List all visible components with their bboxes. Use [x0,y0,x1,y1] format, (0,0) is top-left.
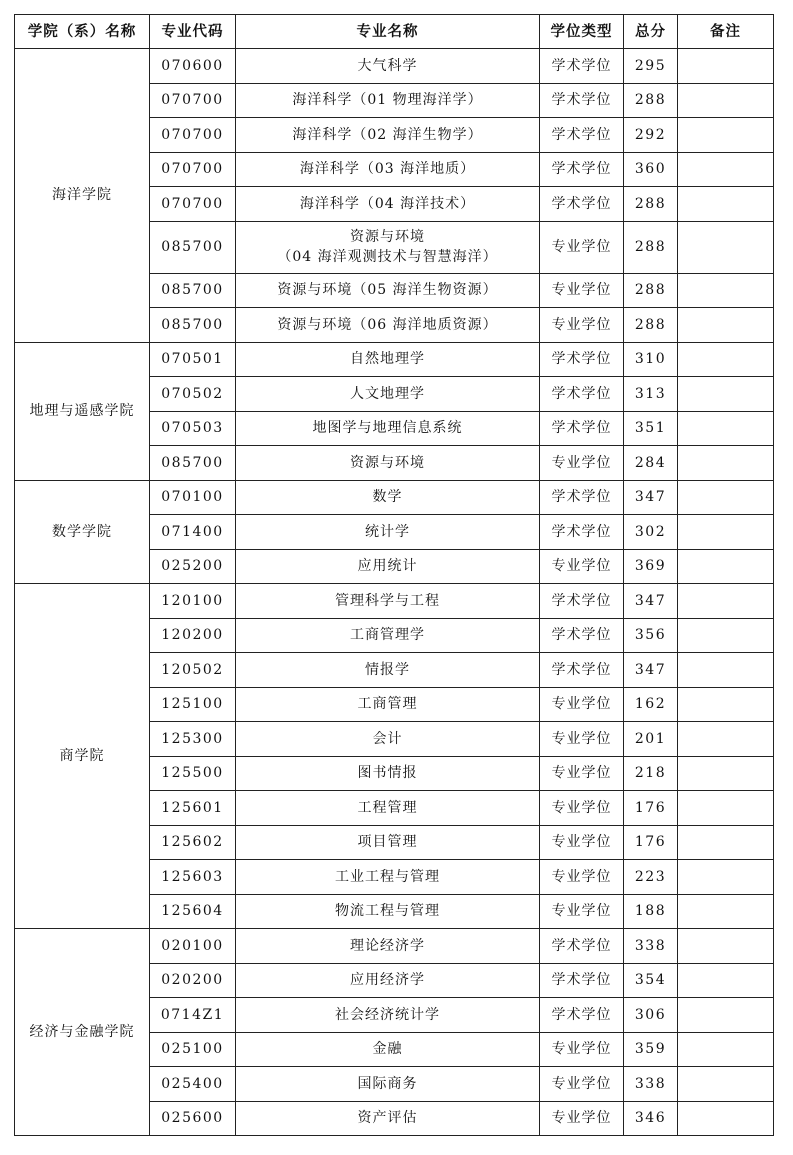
major-name-line: 图书情报 [357,765,418,782]
total-score-cell: 218 [624,756,678,791]
degree-type-cell: 专业学位 [540,308,624,343]
major-name-cell [236,515,540,550]
major-name-cell [236,152,540,187]
major-name-line: 情报学 [365,661,410,678]
major-name-cell [236,1101,540,1136]
total-score-cell: 188 [624,894,678,929]
note-cell [678,860,774,895]
major-name-line: 工程管理 [357,799,418,816]
major-name-line: 工商管理 [357,696,418,713]
major-name-line: 管理科学与工程 [335,592,440,609]
total-score-cell: 284 [624,446,678,481]
major-name-cell [236,894,540,929]
major-name-line: 资源与环境（06 海洋地质资源） [277,316,498,333]
total-score-cell: 359 [624,1032,678,1067]
total-score-cell: 351 [624,411,678,446]
note-cell [678,446,774,481]
degree-type-cell: 学术学位 [540,187,624,222]
table-row [15,929,774,964]
major-name-cell [236,377,540,412]
major-code-cell: 125500 [150,756,236,791]
degree-type-cell: 专业学位 [540,860,624,895]
note-cell [678,480,774,515]
major-name-line: 金融 [372,1041,403,1058]
note-cell [678,584,774,619]
degree-type-cell: 学术学位 [540,342,624,377]
major-name-cell [236,480,540,515]
major-name-cell [236,756,540,791]
total-score-cell: 310 [624,342,678,377]
major-code-cell: 125300 [150,722,236,757]
degree-type-cell: 学术学位 [540,929,624,964]
major-code-cell: 025600 [150,1101,236,1136]
note-cell [678,152,774,187]
header-major-name: 专业名称 [236,15,540,49]
degree-type-cell: 学术学位 [540,118,624,153]
major-name-cell [236,687,540,722]
college-name-cell: 数学学院 [15,480,150,584]
degree-type-cell: 专业学位 [540,273,624,308]
total-score-cell: 295 [624,49,678,84]
major-name-line: 资产评估 [357,1110,418,1127]
major-name-cell [236,722,540,757]
total-score-cell: 360 [624,152,678,187]
table-row [15,584,774,619]
degree-type-cell: 学术学位 [540,618,624,653]
degree-type-cell: 专业学位 [540,722,624,757]
major-name-cell [236,446,540,481]
header-college: 学院（系）名称 [15,15,150,49]
note-cell [678,83,774,118]
major-name-line: 人文地理学 [350,385,425,402]
major-code-cell: 070700 [150,118,236,153]
note-cell [678,618,774,653]
total-score-cell: 347 [624,480,678,515]
degree-type-cell: 学术学位 [540,377,624,412]
total-score-cell: 201 [624,722,678,757]
major-name-line: 海洋科学（01 物理海洋学） [292,92,483,109]
major-name-cell [236,825,540,860]
major-name-line: 统计学 [365,523,410,540]
major-name-cell [236,1032,540,1067]
major-code-cell: 070503 [150,411,236,446]
degree-type-cell: 学术学位 [540,998,624,1033]
college-name-cell: 经济与金融学院 [15,929,150,1136]
major-name-line: 工商管理学 [350,627,425,644]
total-score-cell: 162 [624,687,678,722]
degree-type-cell: 学术学位 [540,411,624,446]
total-score-cell: 288 [624,308,678,343]
degree-type-cell: 学术学位 [540,83,624,118]
major-name-line: 社会经济统计学 [335,1006,440,1023]
degree-type-cell: 学术学位 [540,480,624,515]
major-name-cell [236,963,540,998]
major-name-line: 海洋科学（04 海洋技术） [299,195,476,212]
major-code-cell: 020200 [150,963,236,998]
major-name-cell [236,860,540,895]
degree-type-cell: 学术学位 [540,49,624,84]
college-name-cell: 商学院 [15,584,150,929]
total-score-cell: 356 [624,618,678,653]
major-name-cell [236,187,540,222]
major-name-line: 物流工程与管理 [335,903,440,920]
note-cell [678,998,774,1033]
major-name-cell [236,998,540,1033]
degree-type-cell: 专业学位 [540,549,624,584]
major-code-cell: 070501 [150,342,236,377]
degree-type-cell: 专业学位 [540,1032,624,1067]
major-name-cell [236,929,540,964]
degree-type-cell: 专业学位 [540,221,624,273]
note-cell [678,49,774,84]
total-score-cell: 346 [624,1101,678,1136]
major-code-cell: 125603 [150,860,236,895]
major-name-line: 自然地理学 [350,351,425,368]
score-table [14,14,774,1136]
header-total-score: 总分 [624,15,678,49]
table-body [15,49,774,1136]
major-code-cell: 085700 [150,273,236,308]
major-name-cell [236,118,540,153]
table-row [15,49,774,84]
total-score-cell: 288 [624,187,678,222]
total-score-cell: 306 [624,998,678,1033]
major-code-cell: 125100 [150,687,236,722]
degree-type-cell: 专业学位 [540,756,624,791]
score-table-container [14,14,774,1136]
note-cell [678,825,774,860]
note-cell [678,963,774,998]
header-row [15,15,774,49]
total-score-cell: 338 [624,1067,678,1102]
note-cell [678,791,774,826]
major-name-cell [236,791,540,826]
major-code-cell: 120502 [150,653,236,688]
major-name-line: （04 海洋观测技术与智慧海洋） [277,249,498,265]
major-name-cell [236,221,540,273]
table-header [15,15,774,49]
degree-type-cell: 专业学位 [540,791,624,826]
note-cell [678,894,774,929]
major-code-cell: 071400 [150,515,236,550]
header-degree-type: 学位类型 [540,15,624,49]
major-name-line: 理论经济学 [350,937,425,954]
total-score-cell: 354 [624,963,678,998]
college-name-cell: 地理与遥感学院 [15,342,150,480]
degree-type-cell: 专业学位 [540,446,624,481]
major-code-cell: 070100 [150,480,236,515]
note-cell [678,653,774,688]
note-cell [678,221,774,273]
note-cell [678,515,774,550]
note-cell [678,342,774,377]
total-score-cell: 223 [624,860,678,895]
note-cell [678,1032,774,1067]
note-cell [678,377,774,412]
major-code-cell: 125602 [150,825,236,860]
total-score-cell: 302 [624,515,678,550]
major-code-cell: 0714Z1 [150,998,236,1033]
major-code-cell: 025400 [150,1067,236,1102]
major-code-cell: 070700 [150,187,236,222]
note-cell [678,187,774,222]
major-name-line: 应用统计 [357,558,418,575]
major-code-cell: 020100 [150,929,236,964]
total-score-cell: 288 [624,273,678,308]
major-name-line: 大气科学 [357,57,418,74]
major-name-cell [236,273,540,308]
table-row [15,342,774,377]
degree-type-cell: 专业学位 [540,1101,624,1136]
major-code-cell: 120200 [150,618,236,653]
major-name-line: 地图学与地理信息系统 [312,420,463,437]
note-cell [678,1067,774,1102]
header-code: 专业代码 [150,15,236,49]
note-cell [678,687,774,722]
total-score-cell: 176 [624,791,678,826]
degree-type-cell: 专业学位 [540,894,624,929]
major-code-cell: 125604 [150,894,236,929]
note-cell [678,118,774,153]
major-name-cell [236,618,540,653]
total-score-cell: 288 [624,221,678,273]
total-score-cell: 288 [624,83,678,118]
major-code-cell: 070700 [150,152,236,187]
major-name-cell [236,584,540,619]
note-cell [678,929,774,964]
header-note: 备注 [678,15,774,49]
major-name-line: 工业工程与管理 [335,868,440,885]
total-score-cell: 347 [624,584,678,619]
major-name-line: 资源与环境 [350,229,425,245]
college-name-cell: 海洋学院 [15,49,150,343]
major-code-cell: 085700 [150,308,236,343]
major-code-cell: 070700 [150,83,236,118]
major-code-cell: 085700 [150,221,236,273]
total-score-cell: 347 [624,653,678,688]
major-code-cell: 070502 [150,377,236,412]
note-cell [678,722,774,757]
major-name-cell [236,49,540,84]
major-code-cell: 125601 [150,791,236,826]
major-code-cell: 025200 [150,549,236,584]
major-name-line: 项目管理 [357,834,418,851]
major-name-line: 应用经济学 [350,972,425,989]
degree-type-cell: 专业学位 [540,825,624,860]
note-cell [678,308,774,343]
major-name-line: 资源与环境（05 海洋生物资源） [277,282,498,299]
table-row [15,480,774,515]
major-name-cell [236,411,540,446]
degree-type-cell: 学术学位 [540,653,624,688]
major-name-line: 海洋科学（03 海洋地质） [299,161,476,178]
major-name-cell [236,653,540,688]
major-code-cell: 025100 [150,1032,236,1067]
degree-type-cell: 学术学位 [540,515,624,550]
total-score-cell: 313 [624,377,678,412]
degree-type-cell: 专业学位 [540,687,624,722]
major-name-cell [236,342,540,377]
total-score-cell: 338 [624,929,678,964]
major-name-cell [236,549,540,584]
major-code-cell: 120100 [150,584,236,619]
note-cell [678,549,774,584]
total-score-cell: 369 [624,549,678,584]
major-name-line: 会计 [372,730,403,747]
major-code-cell: 070600 [150,49,236,84]
note-cell [678,411,774,446]
major-name-line: 资源与环境 [350,454,425,471]
major-name-line: 海洋科学（02 海洋生物学） [292,126,483,143]
note-cell [678,273,774,308]
major-name-cell [236,308,540,343]
major-name-line: 数学 [372,489,403,506]
note-cell [678,1101,774,1136]
major-name-cell [236,1067,540,1102]
degree-type-cell: 专业学位 [540,1067,624,1102]
degree-type-cell: 学术学位 [540,152,624,187]
major-name-line: 国际商务 [357,1075,418,1092]
note-cell [678,756,774,791]
major-code-cell: 085700 [150,446,236,481]
major-name-cell [236,83,540,118]
degree-type-cell: 学术学位 [540,584,624,619]
total-score-cell: 292 [624,118,678,153]
total-score-cell: 176 [624,825,678,860]
degree-type-cell: 学术学位 [540,963,624,998]
